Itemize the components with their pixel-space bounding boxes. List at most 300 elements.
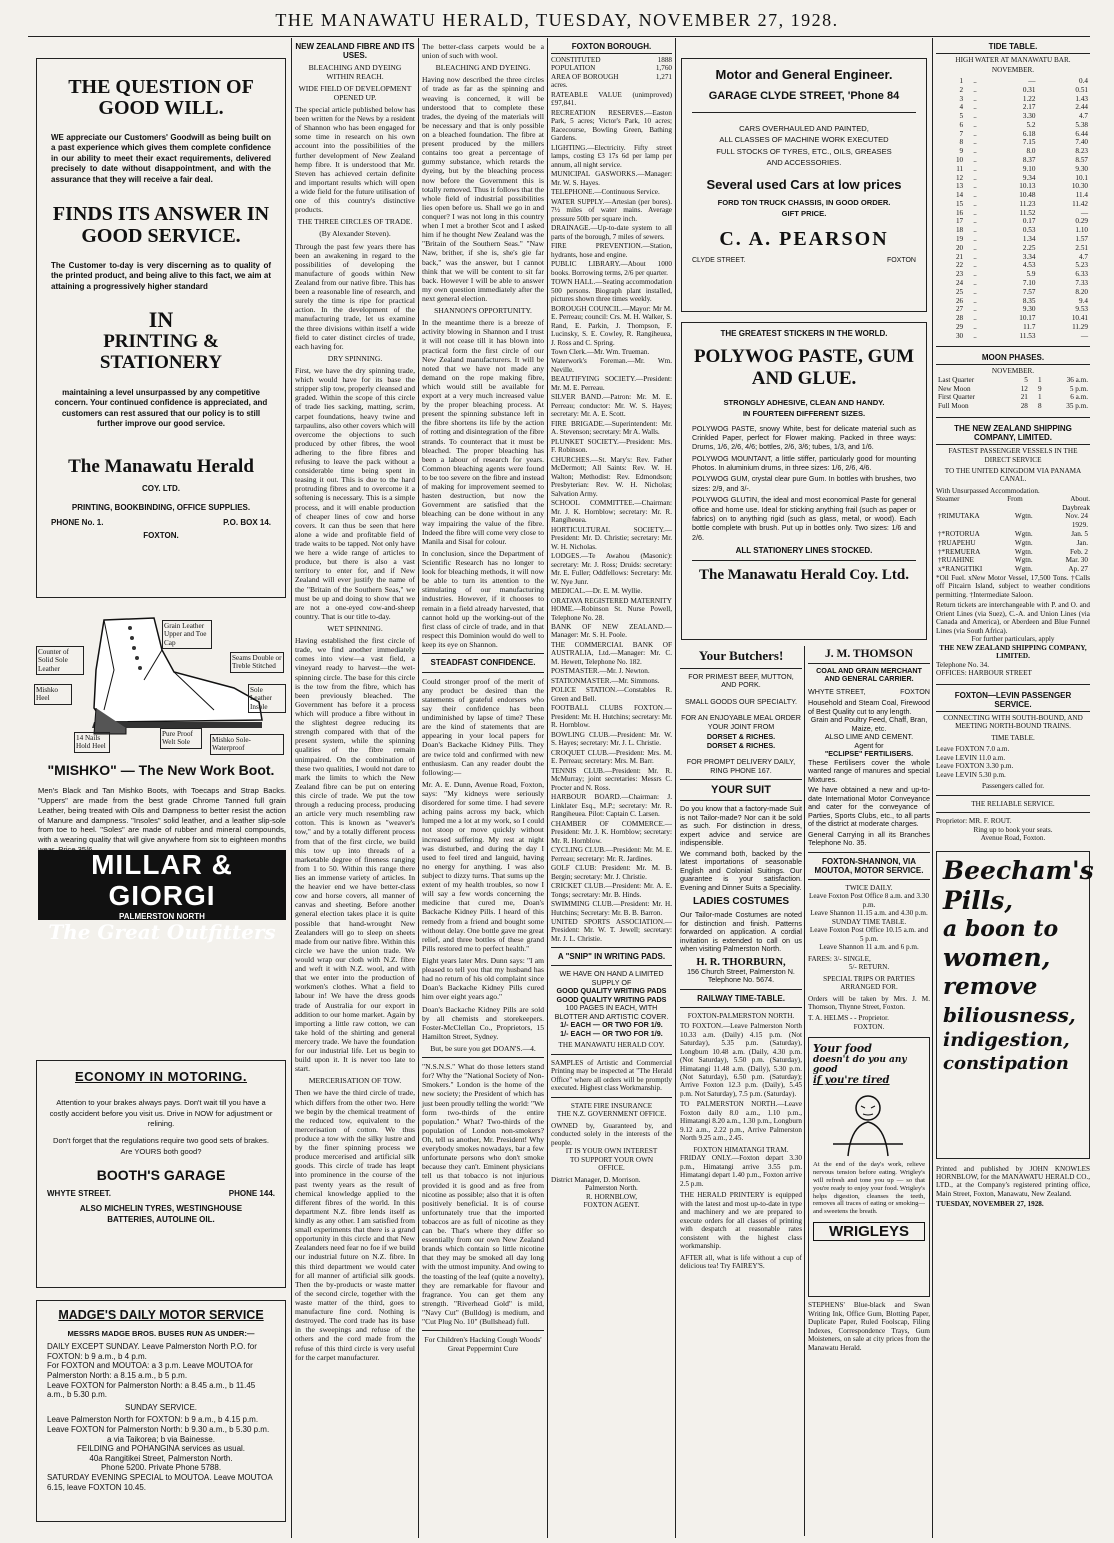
- tram-text: FRIDAY ONLY.—Foxton depart 3.30 p.m., Himatangi arrive 3.55 p.m. Himatangi depart 1.40 p.m., Foxton arrive 2.5 p.m.: [680, 1154, 802, 1188]
- tide-cell: 0.53: [1022, 226, 1036, 235]
- tide-row: [936, 332, 1090, 341]
- tide-cell: ..: [973, 138, 977, 147]
- tide-cell: 7.10: [1022, 278, 1036, 287]
- shipping-cell: Wgtn.: [1014, 512, 1033, 521]
- shipping-cell: Jan. 5: [1071, 529, 1088, 538]
- levin-sub: CONNECTING WITH SOUTH-BOUND, AND MEETING NORTH-BOUND TRAINS.: [943, 713, 1083, 731]
- insurance-agent: R. HORNBLOW,: [585, 1192, 638, 1201]
- printing-in: IN: [148, 307, 174, 333]
- shipping-cell: Wgtn.: [1014, 565, 1033, 574]
- economy-text-2: Don't forget that the regulations require two good sets of brakes. Are YOURS both good?: [53, 1135, 269, 1156]
- tide-cell: ..: [973, 85, 977, 94]
- tide-cell: 9.53: [1075, 305, 1088, 314]
- madge-saturday: SATURDAY EVENING SPECIAL to MOUTOA. Leave MOUTOA 6.15, leave FOXTON 10.45.: [47, 1472, 273, 1492]
- tide-row: [936, 165, 1090, 174]
- shannon-line: Leave Shannon 11.15 a.m. and 4.30 p.m.: [810, 909, 928, 918]
- tide-row: [936, 288, 1090, 297]
- snip-line: 1/- EACH — OR TWO FOR 1/9.: [560, 1028, 663, 1038]
- thomson-eclipse: "ECLIPSE" FERTILISERS.: [824, 749, 914, 759]
- tide-cell: 5.2: [1026, 120, 1036, 129]
- borough-entry: PUBLIC LIBRARY.—About 1000 books. Borrowing terms, 2/6 per quarter.: [551, 260, 672, 277]
- tide-row: [936, 323, 1090, 332]
- levin-proprietor: Proprietor: MR. F. ROUT.: [936, 817, 1012, 826]
- wrigley-brand: WRIGLEYS: [813, 1222, 925, 1241]
- tide-cell: ..: [973, 226, 977, 235]
- shipping-cell: 1929.: [1071, 521, 1088, 530]
- shipping-cell: Jan.: [1076, 538, 1088, 547]
- shipping-col: About.: [1070, 495, 1090, 504]
- tide-cell: ..: [973, 191, 977, 200]
- mishko-heading: "MISHKO" — The New Work Boot.: [47, 762, 275, 778]
- shannon-proprietor: T. A. HELMS - - Proprietor.: [808, 1014, 889, 1023]
- shipping-col: From: [1007, 495, 1023, 504]
- butchers-line: FOR PRIMEST BEEF, MUTTON, AND PORK.: [688, 672, 794, 690]
- tide-row: [936, 112, 1090, 121]
- garage-name: BOOTH'S GARAGE: [96, 1167, 226, 1184]
- tide-cell: ..: [973, 208, 977, 217]
- madge-heading: MADGE'S DAILY MOTOR SERVICE: [58, 1308, 264, 1322]
- moon-cell: 6 a.m.: [1070, 393, 1088, 402]
- thomson-text: ALSO LIME AND CEMENT.: [824, 732, 914, 742]
- moon-cell: 9: [1037, 384, 1042, 393]
- moon-cell: 35 p.m.: [1066, 402, 1088, 411]
- insurance-place: Palmerston North.: [585, 1184, 638, 1193]
- moon-cell: 5 p.m.: [1069, 384, 1088, 393]
- pearson-line: CARS OVERHAULED AND PAINTED,: [739, 124, 869, 133]
- boot-label: Pure Proof Welt Sole: [160, 728, 202, 749]
- railway-heading: RAILWAY TIME-TABLE.: [697, 993, 785, 1003]
- moon-cell: 12: [1020, 384, 1028, 393]
- moon-cell: 28: [1020, 402, 1028, 411]
- steadfast-heading: STEADFAST CONFIDENCE.: [430, 658, 536, 668]
- tide-cell: 4.7: [1079, 112, 1088, 121]
- borough-entry: POLICE STATION.—Constables R. Green and Bell.: [551, 686, 672, 703]
- fibre-subheading: WET SPINNING.: [327, 624, 383, 634]
- tide-row: [936, 121, 1090, 130]
- snip-line: 1/- EACH — OR TWO FOR 1/9.: [560, 1020, 663, 1030]
- shannon-fares-2: 5/- RETURN.: [848, 963, 890, 972]
- beecham-line: Beecham's: [943, 855, 1094, 885]
- tide-cell: 21: [955, 252, 964, 261]
- tide-cell: ..: [973, 182, 977, 191]
- borough-heading: FOXTON BOROUGH.: [571, 42, 652, 51]
- tide-cell: 16: [955, 208, 964, 217]
- levin-row: Leave LEVIN 11.0 a.m.: [936, 753, 1006, 762]
- snip-firm: THE MANAWATU HERALD COY.: [558, 1041, 665, 1050]
- beecham-line: remove: [943, 973, 1038, 1000]
- tide-cell: 2.25: [1022, 243, 1036, 252]
- boot-label: Mishko Sole-Waterproof: [210, 734, 284, 755]
- tide-cell: ..: [973, 120, 977, 129]
- levin-row: Leave LEVIN 5.30 p.m.: [936, 770, 1006, 779]
- tide-cell: 30: [955, 331, 964, 340]
- tide-cell: ..: [973, 164, 977, 173]
- ladies-text: Our Tailor-made Costumes are noted for distinction and finish. Patterns forwarded on application. A cordial invitation is extended to call on us when visiting Palmerston North.: [680, 910, 802, 954]
- tide-cell: ..: [973, 287, 977, 296]
- boot-label: Counter of Solid Sole Leather: [36, 646, 84, 675]
- thomson-text: General Carrying in all its Branches Telephone No. 35.: [808, 829, 930, 848]
- insurance-line: IT IS YOUR OWN INTEREST: [565, 1147, 658, 1156]
- moon-row: [936, 393, 1090, 402]
- borough-entry: acres.: [551, 81, 568, 90]
- shipping-apply: For further particulars, apply: [971, 635, 1055, 644]
- shipping-cell: Wgtn.: [1014, 529, 1033, 538]
- steadfast-paragraph: But, be sure you get DOAN'S.—4.: [430, 1043, 536, 1053]
- tide-row: [936, 77, 1090, 86]
- shipping-sub-2: TO THE UNITED KINGDOM VIA PANAMA CANAL.: [944, 466, 1082, 484]
- moon-cell: 36 a.m.: [1066, 375, 1088, 384]
- polywog-top: THE GREATEST STICKERS IN THE WORLD.: [720, 329, 888, 338]
- boot-label: Grain Leather Upper and Toe Cap: [162, 620, 212, 649]
- steadfast-paragraph: Eight years later Mrs. Dunn says: "I am pleased to tell you that my husband has had no return of his old complaint since Doan's Backache Kidney Pills cured him over eight years ago.": [422, 955, 544, 1002]
- borough-entry: BANK OF NEW ZEALAND.—Manager: Mr. S. H. Poole.: [551, 623, 672, 640]
- boot-label: Sole Leather Insole: [248, 684, 286, 713]
- tide-cell: ..: [973, 129, 977, 138]
- pearson-truck: FORD TON TRUCK CHASSIS, IN GOOD ORDER.: [717, 197, 891, 207]
- tide-cell: ..: [973, 94, 977, 103]
- polywog-item: POLYWOG GUM, crystal clear pure Gum. In bottles with brushes, two sizes: 2/9, and 3/-.: [692, 474, 916, 493]
- tide-cell: 18: [955, 226, 964, 235]
- borough-entry: FIRE BRIGADE.—Superintendent: Mr. A. Stevenson; secretary: Mr A. Walls.: [551, 419, 672, 437]
- shipping-row: [936, 556, 1090, 565]
- moon-cell: New Moon: [938, 384, 971, 393]
- pearson-heading: Motor and General Engineer.: [715, 67, 893, 82]
- woods-paragraph: For Children's Hacking Cough Woods' Great Peppermint Cure: [424, 1335, 542, 1354]
- pearson-line: FULL STOCKS OF TYRES, ETC., OILS, GREASES: [716, 146, 892, 156]
- moon-row: [936, 385, 1090, 394]
- tide-table: [936, 77, 1090, 340]
- shipping-heading: THE NEW ZEALAND SHIPPING COMPANY, LIMITED.: [954, 424, 1072, 443]
- shipping-cell: x*RANGITIKI: [938, 565, 983, 574]
- borough-entry: DRAINAGE.—Up-to-date system to all parts of the borough, 7 miles of sewers.: [551, 224, 672, 241]
- column-rule: [291, 38, 292, 1538]
- shannon-line: Leave Foxton Post Office 8 a.m. and 3.30 p.m.: [808, 892, 930, 909]
- tide-cell: 26: [955, 296, 964, 305]
- tide-cell: 28: [955, 314, 964, 323]
- borough-entry: CROQUET CLUB.—President: Mrs. M. E. Perreau; secretary: Mrs. M. Barr.: [551, 748, 672, 766]
- moon-cell: 5: [1024, 375, 1028, 384]
- tide-cell: 9.30: [1075, 164, 1088, 173]
- shannon-special: SPECIAL TRIPS OR PARTIES ARRANGED FOR.: [823, 974, 915, 992]
- moon-table: [936, 376, 1090, 411]
- shannon-fares: FARES: 3/- SINGLE,: [808, 954, 871, 963]
- moon-cell: First Quarter: [938, 393, 975, 402]
- fibre-byline: (By Alexander Steven).: [319, 229, 391, 239]
- steadfast-paragraph: Could stronger proof of the merit of any product be desired than the statements of grateful endorsers who say their confidence has been undiminished by lapse of time? These are the kind of statements that are appearing in your local papers for Doan's Backache Kidney Pills. They are twice told and confirmed with new enthusiasm. Can any reader doubt the following:—: [422, 676, 544, 777]
- tide-cell: 9.34: [1022, 173, 1036, 182]
- tired-man-icon: [813, 1086, 923, 1156]
- moon-cell: 21: [1020, 393, 1028, 402]
- polywog-sub-2: IN FOURTEEN DIFFERENT SIZES.: [742, 408, 866, 418]
- printery-text: THE HERALD PRINTERY is equipped with the latest and most up-to-date in type and machinery and we are prepared to execute orders for all classes of printing with despatch at reasonable rates consistent with the highest class workmanship.: [680, 1191, 802, 1251]
- borough-entry: UNITED SPORTS ASSOCIATION.—President: Mr. W. T. Jewell; secretary: Mr. J. L. Christie.: [551, 917, 672, 943]
- thorburn-name: H. R. THORBURN,: [696, 956, 786, 968]
- tide-cell: 15: [955, 199, 964, 208]
- borough-entry: FIRE PREVENTION.—Station, hydrants, hose and engine.: [551, 242, 672, 259]
- fairey-text: AFTER all, what is life without a cup of delicious tea! Try FAIREY'S.: [680, 1253, 802, 1271]
- herald-services: PRINTING, BOOKBINDING, OFFICE SUPPLIES.: [71, 502, 251, 512]
- column-rule: [418, 38, 419, 1538]
- suit-text: Do you know that a factory-made Suit is not Tailor-made? Nor can it be sold as such. For distinction in dress, expert advice and service are indispensible.: [680, 804, 802, 848]
- stephens-text: STEPHENS' Blue-black and Swan Writing Ink, Office Gum, Blotting Paper, Duplicate Paper, Ruled Foolscap, Filing Indexes, Correspondence Trays, Gum Moisteners, on sale at city prices from the Manawatu Herald.: [808, 1301, 930, 1352]
- borough-entry: MEDICAL.—Dr. E. M. Wyllie.: [551, 587, 643, 596]
- tide-cell: 1.22: [1022, 94, 1036, 103]
- steadfast-paragraph: Doan's Backache Kidney Pills are sold by all chemists and storekeepers. Foster-McClellan Co., Proprietors, 15 Hamilton Street, Sydney.: [422, 1004, 544, 1041]
- insurance-manager: District Manager, D. Morrison.: [551, 1175, 641, 1184]
- printing-heading: PRINTING & STATIONERY: [99, 331, 223, 374]
- levin-heading: FOXTON—LEVIN PASSENGER SERVICE.: [954, 690, 1072, 709]
- wrigley-heading: Your food: [813, 1042, 872, 1056]
- beecham-line: Pills,: [943, 885, 1014, 915]
- shipping-cell: †RUAPEHU: [938, 538, 976, 547]
- tide-cell: 4.7: [1079, 252, 1088, 261]
- fibre-heading: NEW ZEALAND FIBRE AND ITS USES.: [295, 42, 415, 60]
- shipping-cell: Wgtn.: [1014, 556, 1033, 565]
- insurance-heading-2: THE N.Z. GOVERNMENT OFFICE.: [556, 1110, 667, 1119]
- levin-note: Passengers called for.: [981, 782, 1045, 791]
- pearson-name: C. A. PEARSON: [719, 227, 889, 250]
- store-name: MILLAR & GIORGI: [91, 849, 233, 911]
- borough-entry: BOWLING CLUB.—President: Mr. W. S. Hayes; secretary: Mr. J. L. Christie.: [551, 730, 672, 748]
- borough-entry: SILVER BAND.—Patron: Mr. M. E. Perreau; conductor: Mr. W. S. Hayes; secretary: Mr. A. E. Scott.: [551, 393, 672, 419]
- butchers-line: FOR AN ENJOYABLE MEAL ORDER YOUR JOINT FROM: [681, 713, 801, 731]
- tide-cell: 10.13: [1019, 182, 1036, 191]
- tide-cell: ..: [973, 103, 977, 112]
- tide-row: [936, 209, 1090, 218]
- tide-cell: 0.17: [1022, 217, 1036, 226]
- shipping-row: [936, 530, 1090, 539]
- fibre-paragraph: Having now described the three circles of trade as far as the spinning and weaving is concerned, it will be understood that to complete these trades, the dyeing of the materials will be necessary and that is only possible on a bleached foundation. The fibre at present produced by the millers contains too great a percentage of gummy substance, which retards the dyeing, but by the bleaching process now before the Government this is totally removed. Thus it follows that the whole field of industrial possibilities lies open before us. Shall we go in and conquer? I was not long in this country when I met a brother Scot and I asked him if he thought New Zealand was the "Britain of the Southern Seas." "Naw Naw, brither, if she is, she's gie far back," was the answer, but I cannot think that we will be content to sit far back. However I will be able to answer my own question immediately after the next general election.: [422, 75, 544, 303]
- pearson-garage-ad: [681, 58, 927, 312]
- tide-cell: ..: [973, 173, 977, 182]
- tide-row: [936, 147, 1090, 156]
- beecham-line: women,: [943, 943, 1051, 972]
- tide-cell: 5.23: [1075, 261, 1088, 270]
- thomson-text: We have obtained a new and up-to-date International Motor Conveyance and cater for the conveyance of Parties, Sports Clubs, etc., to all parts of the district at moderate charges.: [808, 785, 930, 829]
- tide-cell: 9.10: [1022, 164, 1036, 173]
- tide-cell: 8.37: [1022, 156, 1036, 164]
- tide-row: [936, 253, 1090, 262]
- shipping-intro: With Unsurpassed Accommodation.: [936, 486, 1040, 495]
- beecham-line: a boon to: [943, 915, 1059, 942]
- borough-entry: SCHOOL COMMITTEE.—Chairman: Mr. J. K. Hornblow; secretary: Mr. R. Rangiheuea.: [551, 499, 672, 525]
- thomson-wrigley-column: [808, 648, 930, 1538]
- borough-entry: ORATAVA REGISTERED MATERNITY HOME.—Robinson St. Nurse Powell, Telephone No. 28.: [551, 596, 672, 622]
- beecham-line: constipation: [943, 1053, 1069, 1075]
- borough-stat: CONSTITUTED 1888: [551, 56, 672, 64]
- butchers-firm: DORSET & RICHES.: [706, 732, 776, 742]
- masthead-rule: [28, 36, 1090, 37]
- fibre-paragraph: The better-class carpets would be a union of such with wool.: [422, 42, 544, 61]
- moon-row: [936, 376, 1090, 385]
- foxton-borough-column: [551, 42, 672, 1538]
- shannon-sub: TWICE DAILY.: [845, 883, 893, 892]
- tide-cell: 5.38: [1075, 120, 1088, 129]
- polywog-sub: STRONGLY ADHESIVE, CLEAN AND HANDY.: [723, 397, 885, 407]
- garage-also-2: BATTERIES, AUTOLINE OIL.: [107, 1215, 215, 1225]
- moon-row: [936, 402, 1090, 411]
- shannon-line: Leave Shannon 11 a.m. and 6 p.m.: [819, 943, 919, 952]
- butchers-heading: Your Butchers!: [698, 648, 784, 663]
- tide-row: [936, 130, 1090, 139]
- shipping-cell: †RUAHINE: [938, 556, 974, 565]
- shipping-row: [936, 565, 1090, 574]
- madge-feilding: FEILDING and POHANGINA services as usual.: [76, 1444, 246, 1454]
- suit-text: We command both, backed by the latest importations of seasonable English and Colonial Suitings. Our guarantee is your satisfaction. Evening and Dinner Suits a Speciality.: [680, 848, 802, 892]
- tide-row: [936, 182, 1090, 191]
- levin-row: Leave FOXTON 7.0 a.m.: [936, 745, 1010, 754]
- tide-cell: 9: [959, 147, 964, 156]
- tide-cell: 11.29: [1072, 322, 1088, 331]
- thorburn-tel: Telephone No. 5674.: [707, 975, 775, 985]
- levin-row: Leave FOXTON 3.30 p.m.: [936, 762, 1014, 771]
- tide-heading: TIDE TABLE.: [988, 42, 1038, 51]
- shipping-cell: †RIMUTAKA: [938, 512, 980, 521]
- madge-address: 40a Rangitikei Street, Palmerston North.: [89, 1453, 233, 1463]
- insurance-line: TO SUPPORT YOUR OWN: [569, 1155, 654, 1164]
- insurance-text: OWNED by, Guaranteed by, and conducted solely in the interests of the people.: [551, 1121, 672, 1147]
- tide-cell: 10.41: [1071, 314, 1088, 323]
- polywog-ad: [681, 322, 927, 640]
- tide-month: NOVEMBER.: [991, 66, 1035, 75]
- tide-cell: ..: [973, 243, 977, 252]
- insurance-agent-2: FOXTON AGENT.: [583, 1201, 640, 1210]
- shipping-cell: Nov. 24: [1065, 512, 1088, 521]
- tide-cell: 11.52: [1019, 208, 1036, 217]
- good-will-ad: [36, 58, 286, 598]
- tide-cell: —: [1028, 76, 1036, 85]
- fibre-paragraph: First, we have the dry spinning trade, which would have for its base the stripper slip tow, properly cleansed and graded. Within the scope of this circle of trade lies sacking, matting, scrim, carpet foundations, heavy twine and tarpaulins, also other covers which will overcome the objections to such produced by other fibres, the wool adhering to the fibre fibres and refusing to leave the pack without a considerable time being spent in teasing it out. This is due to the hard protruding fibres and to overcome it a softening is necessary. This is a simple process, and it will enable production of cheaper lines of cow and horse covers. It can thus be seen that here alone a wide and profitable field of trade waits to be tapped. Not only have we here a wide range of articles to produce, but there is also a vast territory to enter for, and if New Zealand will ever justify the name of the "Britain of the Southern Seas," we must be up and doing to show that we are not a one-eyed cow-and-sheep country. That is our title to-day.: [295, 365, 415, 621]
- millar-giorgi-logo: [38, 849, 286, 944]
- fibre-paragraph: In the meantime there is a breeze of activity blowing in Shannon and I trust it will not cease till it has blown into practical form the first circle of our New Zealand manufacturers. It will be noted that we have not made any demand on the rope making fibre, which would still be available for export at a very much increased value by the proper bleaching process. At present the spinning substance left in the fibre shortens its life by the action of rotting and disintegration of the fibre strands. To counteract that it must be bleached. The proper bleaching has been a labour of research for years. Common bleaching agents were found to be too severe on the fibre and instead of making for improvement seemed to hasten destruction, but now the Government are satisfied that the bleaching can be done without in any way impairing the value of the fibre. Indeed the fibre will come very close to Manila and Sisal for colour.: [422, 318, 544, 546]
- shipping-col-2: Daybreak: [1062, 503, 1090, 512]
- tide-row: [936, 95, 1090, 104]
- tide-row: [936, 297, 1090, 306]
- borough-entry: LODGES.—Te Awahou (Masonic): secretary: Mr. J. Ross; Druids: secretary: Mr. E. Fuller; Oddfellows: Secretary: Mr. W. Nye Junr.: [551, 552, 672, 586]
- beecham-line: indigestion,: [943, 1028, 1070, 1051]
- fibre-subheading: WIDE FIELD OF DEVELOPMENT OPENED UP.: [298, 84, 412, 102]
- tide-row: [936, 279, 1090, 288]
- tide-cell: 6: [959, 120, 964, 129]
- shipping-row: [936, 512, 1090, 521]
- tide-cell: 11.23: [1019, 199, 1036, 208]
- tide-cell: 25: [955, 287, 964, 296]
- tide-cell: 19: [955, 235, 964, 244]
- thomson-text: Agent for: [854, 740, 884, 750]
- tide-cell: 23: [955, 270, 964, 279]
- wrigley-heading-3: if you're tired: [813, 1075, 890, 1087]
- shipping-cell: †*ROTORUA: [938, 529, 980, 538]
- tide-cell: 11.7: [1023, 322, 1036, 331]
- steadfast-paragraph: Mr. A. E. Dunn, Avenue Road, Foxton, says: "My kidneys were seriously disordered for some time. I had severe aching pains across my back, which lumped me a lot at my work, so I could not stoop or move quickly without increased suffering. My rest at night was disturbed, and during the day I used to feel tired and languid, having no energy for anything. I was also subject to dizzy turns. That sums up the extent of my health troubles, so now I will say a few words concerning the medicine that cured me, Doan's Backache Kidney Pills. I heard of this remedy from a friend and bought some without delay. One bottle gave me great relief, and three bottles of these grand Pills restored me to perfect health.": [422, 779, 544, 953]
- tide-cell: 27: [955, 305, 964, 314]
- borough-entry: BOROUGH COUNCIL.—Mayor: Mr M. E. Perreau; council: Crs. M. H. Walker, S. Rand, E. Parkin, J. Thompson, F. Lucinsky, S. E. Cowley, R. Rangiheuea, J. Ross and C. Spring.: [551, 304, 672, 347]
- borough-entry: Town Clerk.—Mr. Wm. Trueman.: [551, 347, 650, 356]
- shipping-firm: THE NEW ZEALAND SHIPPING COMPANY, LIMITED.: [939, 643, 1087, 661]
- tide-cell: 2: [959, 85, 964, 94]
- fibre-subheading: THE THREE CIRCLES OF TRADE.: [297, 217, 413, 227]
- good-service-heading: FINDS ITS ANSWER IN GOOD SERVICE.: [52, 202, 270, 247]
- tide-cell: 12: [955, 173, 964, 182]
- madge-line: For FOXTON and MOUTOA: a 3 p.m. Leave MOUTOA for Palmerston North: a 8.15 a.m., b 5 p.m.: [47, 1361, 253, 1381]
- tide-cell: ..: [973, 305, 977, 314]
- wrigley-ad: [808, 1037, 930, 1297]
- garage-phone: PHONE 144.: [228, 1189, 275, 1199]
- tide-cell: 10.30: [1071, 182, 1088, 191]
- borough-entry: HORTICULTURAL SOCIETY.—President: Mr. D. Christie; secretary: Mr. W. H. Nicholas.: [551, 525, 672, 551]
- fibre-paragraph: In conclusion, since the Department of Scientific Research has no longer to look for bleaching methods, it will now be able to turn its attention to the stimulating of our manufacturing industries. However, if it chooses to remain in a field already harvested, that cannot hold up the working-out of the first class of circle of trade, and in that respect this Dominion would do well to keep its eye on Shannon.: [422, 548, 544, 649]
- pearson-line: AND ACCESSORIES.: [766, 158, 842, 168]
- thomson-town: FOXTON: [900, 686, 930, 696]
- pearson-line: ALL CLASSES OF MACHINE WORK EXECUTED: [719, 135, 889, 145]
- butchers-line: SMALL GOODS OUR SPECIALTY.: [684, 696, 798, 706]
- shipping-cell: Wgtn.: [1014, 547, 1033, 556]
- tide-cell: 8.23: [1075, 147, 1088, 156]
- insurance-line: OFFICE.: [598, 1164, 625, 1173]
- tide-cell: 6.44: [1075, 129, 1088, 138]
- column-rule: [932, 38, 933, 1538]
- thomson-sub: COAL AND GRAIN MERCHANT AND GENERAL CARRIER.: [816, 666, 922, 684]
- tide-cell: 1.43: [1075, 94, 1088, 103]
- tide-cell: 11.4: [1075, 191, 1088, 200]
- levin-ring: Ring up to book your seats.: [973, 825, 1053, 834]
- tide-row: [936, 270, 1090, 279]
- tide-cell: 4: [959, 103, 964, 112]
- borough-entry: SWIMMING CLUB.—President: Mr. H. Hutchins; Secretary: Mr. B. B. Barron.: [551, 900, 672, 917]
- tide-cell: ..: [973, 217, 977, 226]
- shipping-cell: Mar. 30: [1065, 556, 1088, 565]
- madge-line: Leave FOXTON for Palmerston North: a 8.45 a.m., b 11.45 a.m., b 5.30 p.m.: [47, 1380, 256, 1400]
- tide-cell: 17: [955, 217, 964, 226]
- shipping-col: Steamer: [936, 495, 960, 504]
- tide-cell: 10: [955, 156, 964, 164]
- tide-cell: 8.20: [1075, 287, 1088, 296]
- borough-entry: LIGHTING.—Electricity. Fifty street lamps, costing £3 17s 6d per lamp per annum, all night service.: [551, 143, 672, 169]
- tide-cell: 10.1: [1075, 173, 1088, 182]
- good-will-heading: THE QUESTION OF GOOD WILL.: [68, 76, 254, 119]
- shannon-heading: FOXTON-SHANNON, VIA MOUTOA, MOTOR SERVICE.: [814, 856, 924, 875]
- tide-cell: 2.51: [1075, 243, 1088, 252]
- borough-entry: MUNICIPAL GASWORKS.—Manager: Mr. W. S. Hayes.: [551, 170, 672, 187]
- tide-cell: ..: [973, 147, 977, 156]
- tide-cell: 7.15: [1022, 138, 1036, 147]
- snip-line: GOOD QUALITY WRITING PADS: [556, 994, 667, 1004]
- herald-town: FOXTON.: [143, 530, 179, 540]
- tide-cell: 24: [955, 278, 964, 287]
- store-town: PALMERSTON NORTH: [119, 911, 205, 921]
- butcher-suit-railway-column: [680, 648, 802, 1538]
- tide-row: [936, 191, 1090, 200]
- tram-sub: FOXTON HIMATANGI TRAM.: [693, 1145, 789, 1154]
- suit-heading: YOUR SUIT: [711, 784, 771, 797]
- tide-cell: 7.40: [1075, 138, 1088, 147]
- tide-cell: 1.10: [1075, 226, 1088, 235]
- polywog-foot: ALL STATIONERY LINES STOCKED.: [735, 546, 873, 555]
- borough-entry: HARBOUR BOARD.—Chairman: J. Linklater Esq., M.P.; secretary: Mr. R. Rangiheuea. Pilot: Captain C. Larsen.: [551, 793, 672, 819]
- tide-cell: 20: [955, 243, 964, 252]
- column-rule: [804, 646, 805, 1536]
- tide-row: [936, 314, 1090, 323]
- polywog-item: POLYWOG MOUNTANT, a little stiffer, particularly good for mounting Photos. In aluminium drums, in three sizes: 1/6, 2/6, 4/6.: [692, 453, 916, 473]
- tide-cell: 14: [955, 191, 964, 200]
- shipping-cell: [1013, 521, 1048, 530]
- borough-entry: CRICKET CLUB.—President: Mr. A. E. Tongs; secretary: Mr. B. Hinds.: [551, 882, 672, 899]
- mishko-text: Men's Black and Tan Mishko Boots, with Toecaps and Strap Backs. "Uppers" are made from the best grade Chrome Tanned full grain Leather, being treated with Oils and Dampness to better resist the action of Manure and dampness. "Insoles" solid leather, and a leather slip-sole from toe to heel. "Soles" are made of rubber and mineral compounds, with a wearing quality that will give anywhere from six to eighteen months: [38, 786, 286, 845]
- fibre-subheading: MERCERISATION OF TOW.: [308, 1076, 402, 1086]
- shipping-cell: Ap. 27: [1068, 565, 1088, 574]
- tide-cell: 10.17: [1019, 314, 1036, 323]
- thomson-text: Grain and Poultry Feed, Chaff, Bran, Maize, etc.: [810, 715, 928, 733]
